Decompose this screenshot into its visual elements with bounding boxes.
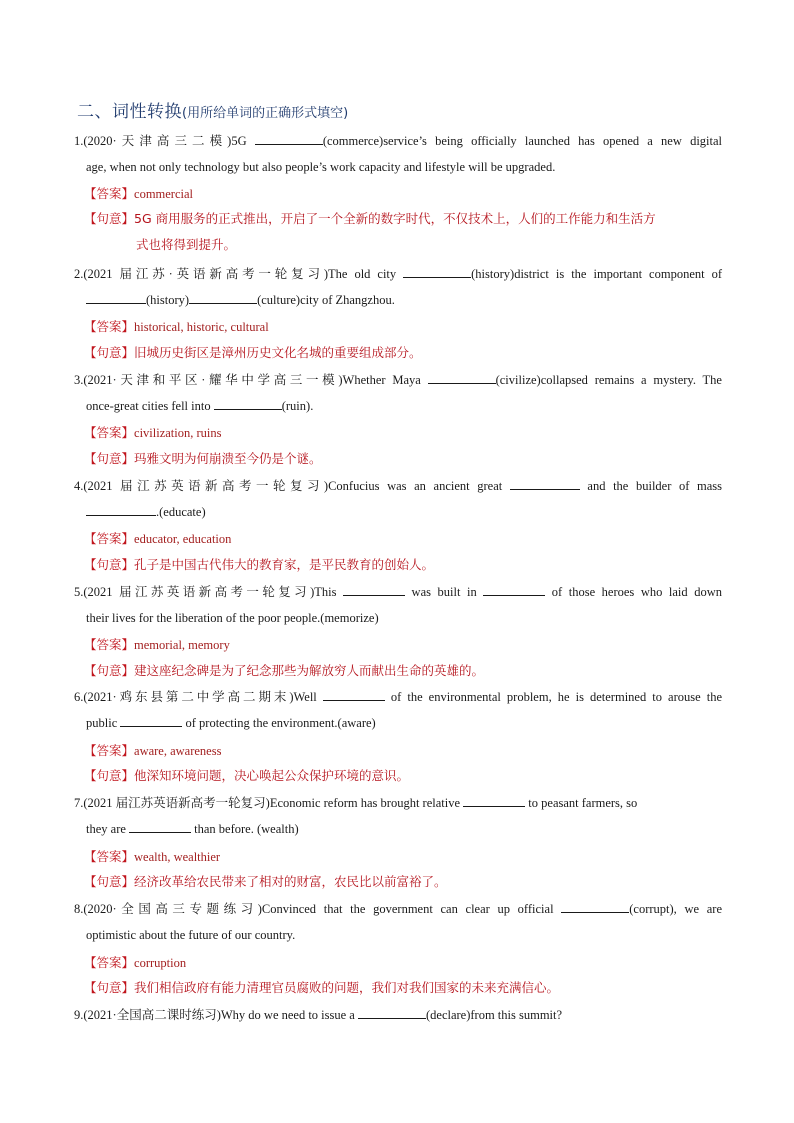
- answer-blank[interactable]: [86, 289, 146, 304]
- question-line: 7.(2021 届江苏英语新高考一轮复习)Economic reform has brought relative to peasant farmers, so: [74, 790, 696, 816]
- question-8: [74, 896, 722, 948]
- answer-blank[interactable]: [428, 369, 496, 384]
- answer-8: 【答案】corruption: [84, 955, 187, 970]
- answer-6: 【答案】aware, awareness: [84, 743, 222, 758]
- answer-4: 【答案】educator, education: [84, 531, 232, 546]
- question-line: 4.(2021 届江苏英语新高考一轮复习)Confucius was an ancient great and the builder of mass: [74, 473, 722, 499]
- section-title: [77, 97, 348, 122]
- question-line: age, when not only technology but also people’s work capacity and lifestyle will be upgraded.: [86, 160, 556, 174]
- question-6: [74, 684, 722, 736]
- answer-blank[interactable]: [189, 289, 257, 304]
- answer-blank[interactable]: [561, 898, 629, 913]
- question-7: [74, 790, 722, 842]
- question-5: [74, 579, 722, 631]
- question-3: [74, 367, 722, 419]
- answer-blank[interactable]: [120, 712, 182, 727]
- question-9: [74, 1002, 722, 1028]
- answer-blank[interactable]: [214, 395, 282, 410]
- section-instruction: (用所给单词的正确形式填空): [182, 106, 349, 121]
- meaning-3: 【句意】玛雅文明为何崩溃至今仍是个谜。: [84, 451, 322, 466]
- answer-blank[interactable]: [86, 501, 156, 516]
- question-1: [74, 128, 722, 180]
- section-heading: 二、词性转换: [77, 102, 182, 122]
- answer-1: 【答案】commercial: [84, 186, 194, 201]
- question-line: 1.(2020·天津高三二模)5G (commerce)service’s being officially launched has opened a new digital: [74, 128, 722, 154]
- answer-blank[interactable]: [463, 792, 525, 807]
- answer-blank[interactable]: [358, 1004, 426, 1019]
- answer-3: 【答案】civilization, ruins: [84, 425, 222, 440]
- answer-blank[interactable]: [483, 581, 545, 596]
- question-line: optimistic about the future of our country.: [86, 928, 296, 942]
- meaning-7: 【句意】经济改革给农民带来了相对的财富，农民比以前富裕了。: [84, 874, 447, 889]
- question-line: public of protecting the environment.(aware): [74, 710, 722, 736]
- question-line: 5.(2021 届江苏英语新高考一轮复习)This was built in of those heroes who laid down: [74, 579, 722, 605]
- answer-5: 【答案】memorial, memory: [84, 637, 230, 652]
- question-2: [74, 261, 722, 313]
- meaning-8: 【句意】我们相信政府有能力清理官员腐败的问题，我们对我们国家的未来充满信心。: [84, 980, 560, 995]
- question-line: 8.(2020·全国高三专题练习)Convinced that the government can clear up official (corrupt), we are: [74, 896, 722, 922]
- question-line: .(educate): [74, 499, 722, 525]
- answer-blank[interactable]: [255, 130, 323, 145]
- question-line: 9.(2021·全国高二课时练习)Why do we need to issue a (declare)from this summit?: [74, 1002, 722, 1028]
- question-line: 6.(2021·鸡东县第二中学高二期末)Well of the environmental problem, he is determined to arouse the: [74, 684, 722, 710]
- question-line: 2.(2021 届江苏·英语新高考一轮复习)The old city (history)district is the important component of: [74, 261, 722, 287]
- question-line: (history) (culture)city of Zhangzhou.: [74, 287, 722, 313]
- meaning-2: 【句意】旧城历史街区是漳州历史文化名城的重要组成部分。: [84, 345, 422, 360]
- answer-blank[interactable]: [343, 581, 405, 596]
- question-line: once-great cities fell into (ruin).: [74, 393, 722, 419]
- question-4: [74, 473, 722, 525]
- answer-blank[interactable]: [403, 263, 471, 278]
- answer-blank[interactable]: [323, 686, 385, 701]
- meaning-1: 【句意】5G 商用服务的正式推出，开启了一个全新的数字时代，不仅技术上，人们的工作能力和生活方 式也将得到提升。: [84, 211, 656, 252]
- question-line: their lives for the liberation of the poor people.(memorize): [86, 611, 379, 625]
- answer-2: 【答案】historical, historic, cultural: [84, 319, 269, 334]
- question-line: they are than before. (wealth): [74, 816, 722, 842]
- answer-7: 【答案】wealth, wealthier: [84, 849, 221, 864]
- answer-blank[interactable]: [129, 818, 191, 833]
- meaning-5: 【句意】建这座纪念碑是为了纪念那些为解放穷人而献出生命的英雄的。: [84, 663, 485, 678]
- meaning-6: 【句意】他深知环境问题，决心唤起公众保护环境的意识。: [84, 768, 410, 783]
- meaning-4: 【句意】孔子是中国古代伟大的教育家，是平民教育的创始人。: [84, 557, 435, 572]
- question-line: 3.(2021·天津和平区·耀华中学高三一模)Whether Maya (civilize)collapsed remains a mystery. The: [74, 367, 722, 393]
- answer-blank[interactable]: [510, 475, 580, 490]
